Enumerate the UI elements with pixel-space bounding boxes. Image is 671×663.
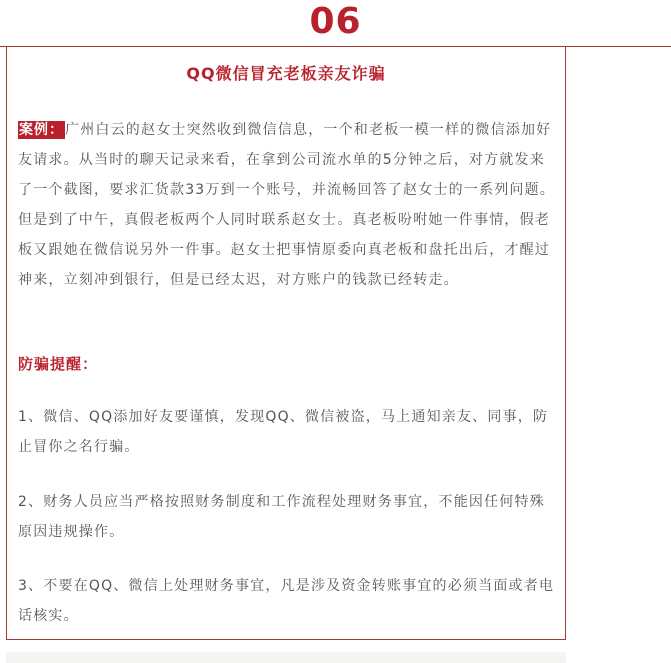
case-text: 广州白云的赵女士突然收到微信信息，一个和老板一模一样的微信添加好友请求。从当时的聊天记录来看，在拿到公司流水单的5分钟之后，对方就发来了一个截图，要求汇货款33万到一个账号，并流畅回答了赵女士的一系列问题。但是到了中午，真假老板两个人同时联系赵女士。真老板吩咐她一件事情，假老板又跟她在微信说另外一件事。赵女士把事情原委向真老板和盘托出后，才醒过神来，立刻冲到银行，但是已经太迟，对方账户的钱款已经转走。 <box>18 122 556 288</box>
section-title: QQ微信冒充老板亲友诈骗 <box>186 64 386 83</box>
section-number: 06 <box>309 1 362 42</box>
tips-heading: 防骗提醒： <box>18 355 99 373</box>
tip-item-2: 2、财务人员应当严格按照财务制度和工作流程处理财务事宜，不能因任何特殊原因违规操作。 <box>18 494 545 540</box>
footer-band <box>6 652 566 663</box>
tip-item-1: 1、微信、QQ添加好友要谨慎，发现QQ、微信被盗，马上通知亲友、同事，防止冒你之名行骗。 <box>18 409 549 455</box>
tip-item-3: 3、不要在QQ、微信上处理财务事宜，凡是涉及资金转账事宜的必须当面或者电话核实。 <box>18 578 555 624</box>
case-paragraph <box>18 115 560 295</box>
case-tag: 案例： <box>19 122 64 138</box>
